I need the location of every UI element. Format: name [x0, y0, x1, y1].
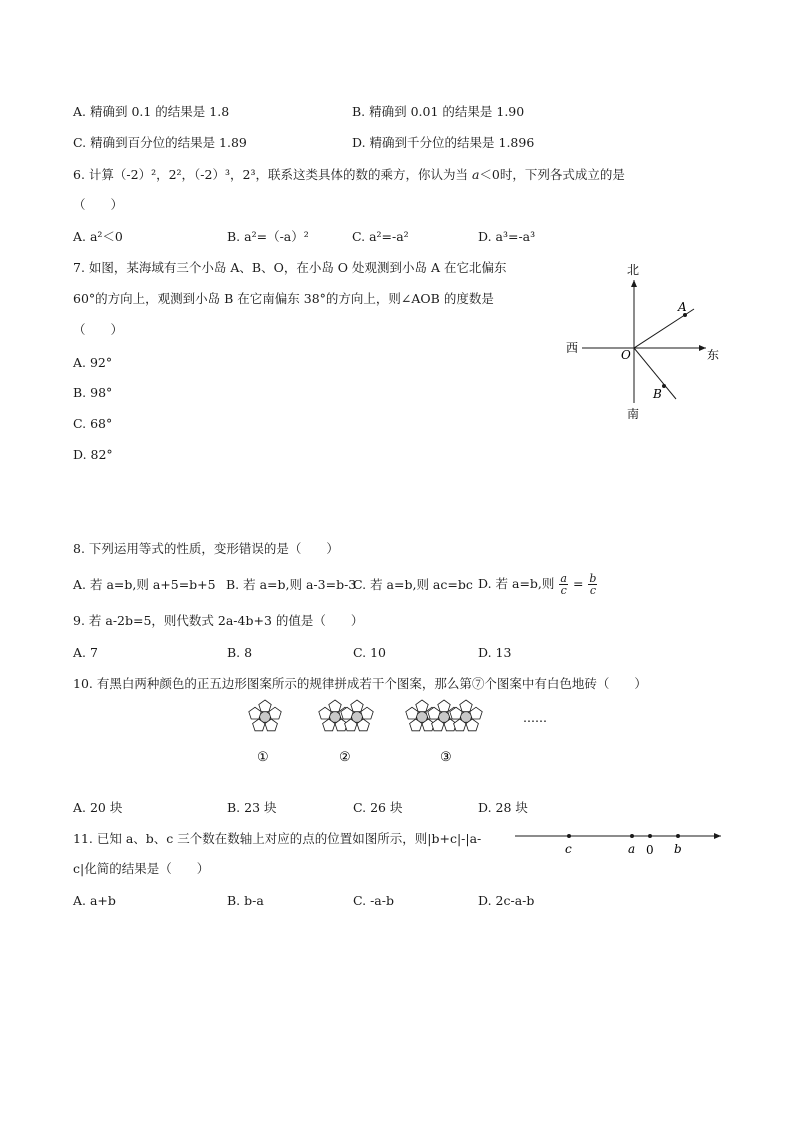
white-tile: [319, 707, 331, 719]
q10-option-b: B. 23 块: [227, 800, 277, 815]
q7-stem-line2: 60°的方向上，观测到小岛 B 在它南偏东 38°的方向上，则∠AOB 的度数是: [73, 291, 494, 306]
q7-option-d: D. 82°: [73, 447, 113, 462]
q10-option-a: A. 20 块: [73, 800, 123, 815]
point-a: [630, 834, 634, 838]
q8-option-d-pre: D. 若 a=b,则: [478, 576, 555, 591]
q6-var-a: a: [471, 167, 480, 182]
q11-option-c: C. -a-b: [353, 893, 394, 908]
pattern-label-1: ①: [257, 750, 269, 765]
q11-option-b: B. b-a: [227, 893, 264, 908]
q9-option-a: A. 7: [73, 645, 98, 660]
label-b: B: [653, 387, 662, 401]
q6-option-c: C. a²=-a²: [352, 229, 409, 244]
q6-option-b: B. a²=（-a）²: [227, 229, 309, 244]
q7-compass-figure: [560, 258, 730, 428]
white-tile: [351, 700, 363, 712]
point-b: [676, 834, 680, 838]
label-a: a: [628, 842, 636, 856]
fraction-b-over-c: $\frac{b}{c}$: [589, 572, 597, 597]
q6-stem-pre: 6. 计算（-2）²，2²，（-2）³，2³，联系这类具体的数的乘方，你认为当: [73, 167, 468, 182]
white-tile: [416, 700, 428, 712]
label-a: A: [678, 300, 687, 314]
ellipsis: ……: [523, 711, 547, 725]
label-east: 东: [707, 348, 720, 362]
white-tile: [249, 707, 261, 719]
white-tile: [259, 700, 271, 712]
fraction-a-over-c: $\frac{a}{c}$: [560, 572, 567, 597]
q5-option-c: C. 精确到百分位的结果是 1.89: [73, 135, 247, 150]
point-zero: [648, 834, 652, 838]
q9-stem: 9. 若 a-2b=5，则代数式 2a-4b+3 的值是（ ）: [73, 613, 364, 628]
q6-stem-post: ＜0时，下列各式成立的是: [479, 167, 625, 182]
q7-paren: （ ）: [73, 322, 124, 337]
white-tile: [406, 707, 418, 719]
white-tile: [470, 707, 482, 719]
q5-option-d: D. 精确到千分位的结果是 1.896: [352, 135, 535, 150]
q5-option-b: B. 精确到 0.01 的结果是 1.90: [352, 104, 525, 119]
q5-option-a: A. 精确到 0.1 的结果是 1.8: [73, 104, 230, 119]
label-west: 西: [566, 341, 579, 355]
pattern-label-2: ②: [339, 750, 351, 765]
q6-paren: （ ）: [73, 197, 124, 212]
q11-option-d: D. 2c-a-b: [478, 893, 535, 908]
q9-option-c: C. 10: [353, 645, 386, 660]
label-zero: 0: [646, 843, 654, 857]
q7-option-c: C. 68°: [73, 416, 113, 431]
q7-stem-line1: 7. 如图，某海域有三个小岛 A、B、O，在小岛 O 处观测到小岛 A 在它北偏东: [73, 260, 507, 275]
white-tile: [329, 700, 341, 712]
q11-option-a: A. a+b: [73, 893, 116, 908]
white-tile: [438, 700, 450, 712]
label-south: 南: [627, 407, 640, 421]
q10-pentagon-patterns: [240, 695, 550, 770]
q11-number-line: [515, 826, 730, 858]
label-north: 北: [627, 263, 640, 277]
white-tile: [361, 707, 373, 719]
q8-option-d: [478, 569, 598, 599]
q7-option-a: A. 92°: [73, 355, 113, 370]
q6-option-a: A. a²＜0: [73, 229, 123, 244]
q6-stem: [73, 167, 625, 183]
q7-option-b: B. 98°: [73, 385, 113, 400]
white-tile: [460, 700, 472, 712]
pattern-label-3: ③: [440, 750, 452, 765]
equals-sign: =: [572, 576, 584, 591]
point-b: [662, 384, 666, 388]
q9-option-d: D. 13: [478, 645, 512, 660]
q8-option-a: A. 若 a=b,则 a+5=b+5: [73, 577, 216, 592]
q8-option-c: C. 若 a=b,则 ac=bc: [353, 577, 473, 592]
q6-option-d: D. a³=-a³: [478, 229, 536, 244]
white-tile: [269, 707, 281, 719]
q10-option-c: C. 26 块: [353, 800, 403, 815]
point-c: [567, 834, 571, 838]
q8-option-b: B. 若 a=b,则 a-3=b-3: [226, 577, 357, 592]
label-b: b: [674, 842, 682, 856]
q10-stem: 10. 有黑白两种颜色的正五边形图案所示的规律拼成若干个图案，那么第⑦个图案中有白色地砖（ ）: [73, 676, 647, 691]
label-c: c: [565, 842, 572, 856]
q8-stem: 8. 下列运用等式的性质，变形错误的是（ ）: [73, 541, 339, 556]
q11-stem-line2: c|化简的结果是（ ）: [73, 861, 210, 876]
q9-option-b: B. 8: [227, 645, 253, 660]
q11-stem-line1: 11. 已知 a、b、c 三个数在数轴上对应的点的位置如图所示，则|b+c|-|a-: [73, 831, 482, 846]
label-o: O: [621, 348, 631, 362]
q10-option-d: D. 28 块: [478, 800, 528, 815]
